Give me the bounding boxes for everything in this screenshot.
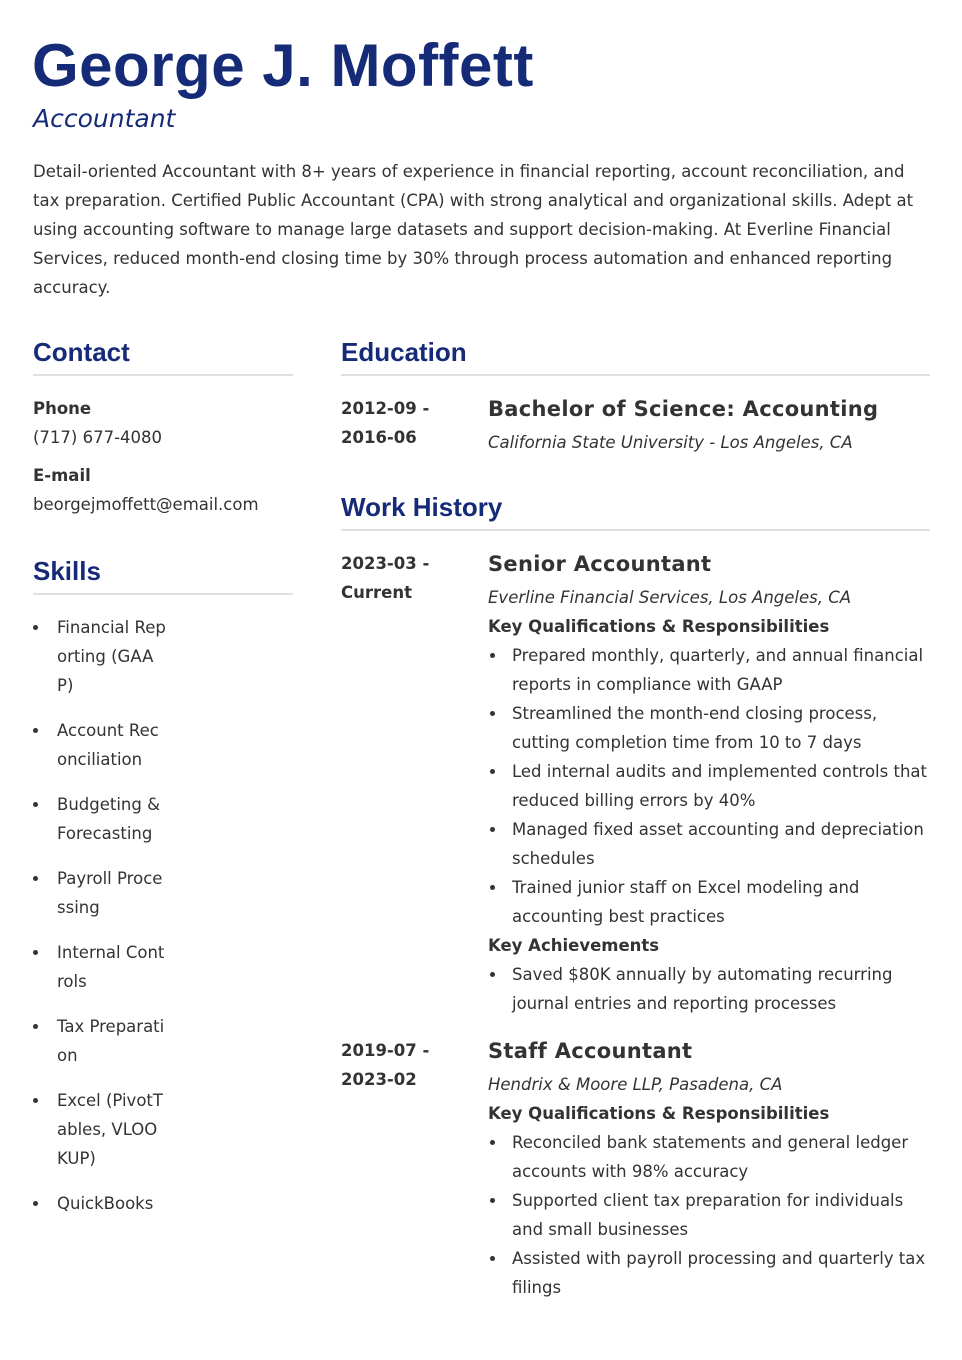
school-name: California State University - Los Angeles, CA (488, 433, 853, 452)
achievement-item: Saved $80K annually by automating recurring journal entries and reporting processes (488, 960, 930, 1018)
right-column (341, 336, 930, 1302)
phone-label: Phone (33, 399, 92, 418)
responsibility-item: Supported client tax preparation for individuals and small businesses (488, 1186, 930, 1244)
education-dates (341, 394, 488, 457)
contact-phone (33, 394, 293, 452)
responsibility-item: Streamlined the month-end closing process, cutting completion time from 10 to 7 days (488, 699, 930, 757)
email-label: E-mail (33, 466, 91, 485)
responsibility-item: Trained junior staff on Excel modeling and accounting best practices (488, 873, 930, 931)
skills-list (33, 613, 293, 1218)
responsibilities-list (488, 641, 930, 931)
skill-item: QuickBooks (33, 1189, 168, 1218)
work-entry (341, 549, 930, 1018)
skills-heading: Skills (33, 556, 101, 586)
date-start: 2019-07 - (341, 1041, 430, 1060)
responsibility-item: Led internal audits and implemented controls that reduced billing errors by 40% (488, 757, 930, 815)
work-history-heading: Work History (341, 492, 503, 522)
left-column (33, 336, 293, 1234)
date-end: 2023-02 (341, 1070, 417, 1089)
education-heading: Education (341, 337, 467, 367)
responsibility-item: Prepared monthly, quarterly, and annual financial reports in compliance with GAAP (488, 641, 930, 699)
achievements-list (488, 960, 930, 1018)
responsibilities-label: Key Qualifications & Responsibilities (488, 1104, 830, 1123)
responsibility-item: Assisted with payroll processing and quarterly tax filings (488, 1244, 930, 1302)
skills-section (33, 555, 293, 1218)
position-title: Staff Accountant (488, 1039, 693, 1063)
degree-title: Bachelor of Science: Accounting (488, 397, 879, 421)
skill-item: Account Reconciliation (33, 716, 168, 774)
professional-summary: Detail-oriented Accountant with 8+ years of experience in financial reporting, account reconciliation, and tax preparation. Certified Public Accountant (CPA) with strong analytical and organizational skills. Adept at using accounting software to manage large datasets and support decision-making. At Everline Financial Services, reduced month-end closing time by 30% through process automation and enhanced reporting accuracy. (33, 162, 914, 297)
education-entry (341, 394, 930, 457)
responsibility-item: Managed fixed asset accounting and depreciation schedules (488, 815, 930, 873)
date-start: 2023-03 - (341, 554, 430, 573)
contact-heading: Contact (33, 337, 130, 367)
skill-item: Payroll Processing (33, 864, 168, 922)
date-start: 2012-09 - (341, 399, 430, 418)
skill-item: Financial Reporting (GAAP) (33, 613, 168, 700)
work-dates (341, 549, 488, 1018)
work-entry (341, 1036, 930, 1302)
job-title: Accountant (33, 104, 176, 133)
company-name: Everline Financial Services, Los Angeles, CA (488, 588, 852, 607)
responsibility-item: Reconciled bank statements and general ledger accounts with 98% accuracy (488, 1128, 930, 1186)
date-end: Current (341, 583, 412, 602)
work-dates (341, 1036, 488, 1302)
contact-section (33, 336, 293, 519)
responsibilities-list (488, 1128, 930, 1302)
education-section (341, 336, 930, 457)
work-history-divider (341, 529, 930, 531)
contact-divider (33, 374, 293, 376)
candidate-name: George J. Moffett (32, 32, 534, 99)
phone-value[interactable]: (717) 677-4080 (33, 428, 163, 447)
contact-email (33, 461, 293, 519)
position-title: Senior Accountant (488, 552, 712, 576)
skill-item: Budgeting & Forecasting (33, 790, 168, 848)
work-history-section (341, 491, 930, 1302)
skill-item: Excel (PivotTables, VLOOKUP) (33, 1086, 168, 1173)
skill-item: Internal Controls (33, 938, 168, 996)
achievements-label: Key Achievements (488, 936, 660, 955)
skill-item: Tax Preparation (33, 1012, 168, 1070)
company-name: Hendrix & Moore LLP, Pasadena, CA (488, 1075, 783, 1094)
education-divider (341, 374, 930, 376)
email-value[interactable]: beorgejmoffett@email.com (33, 495, 259, 514)
date-end: 2016-06 (341, 428, 417, 447)
skills-divider (33, 593, 293, 595)
responsibilities-label: Key Qualifications & Responsibilities (488, 617, 830, 636)
